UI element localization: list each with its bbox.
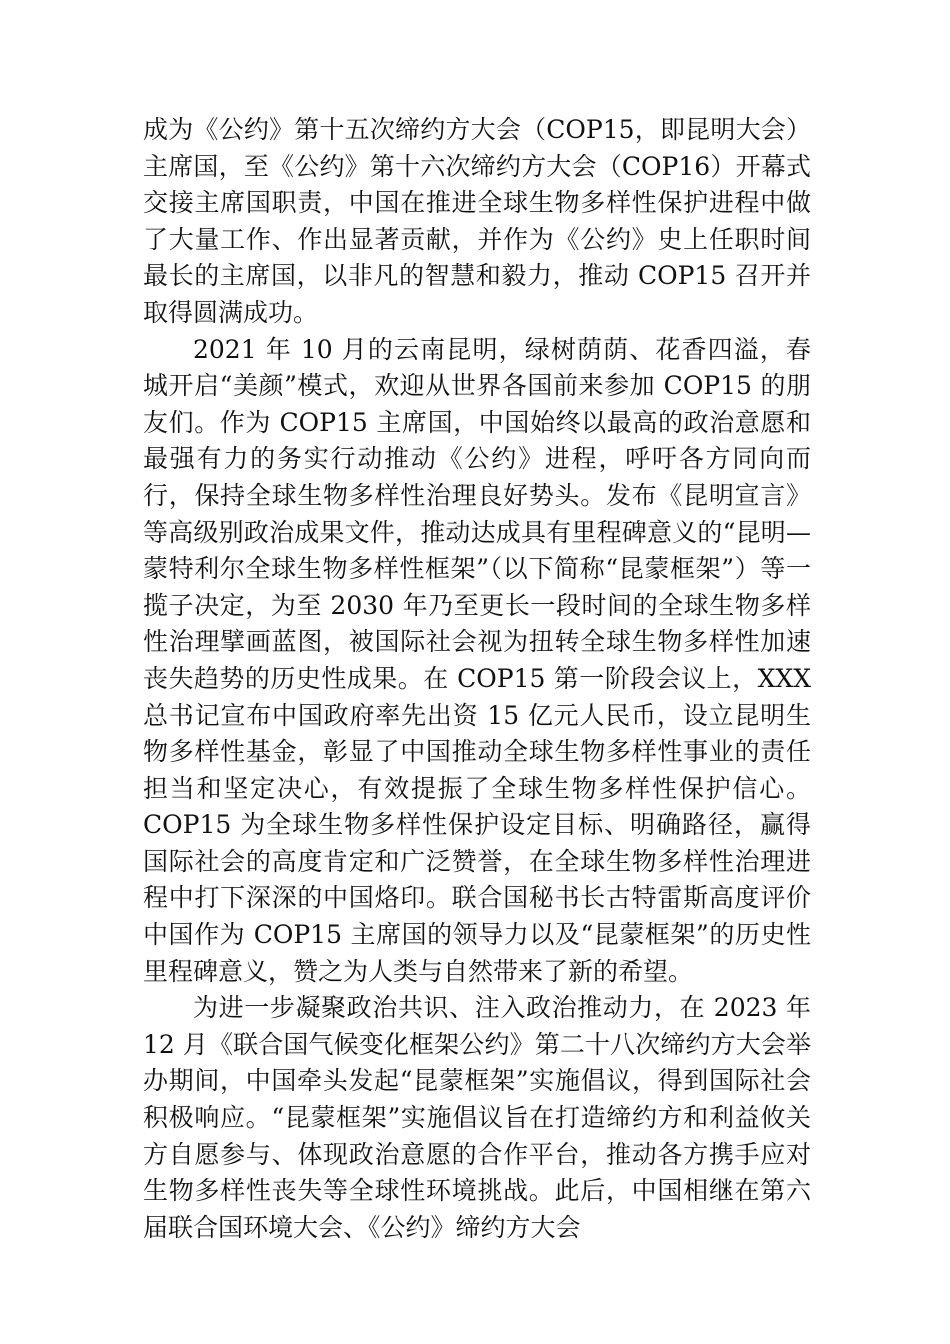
paragraph-3: 为进一步凝聚政治共识、注入政治推动力，在 2023 年 12 月《联合国气候变化框架公约》第二十八次缔约方大会举办期间，中国牵头发起“昆蒙框架”实施倡议，得到国际社会积极响应。“昆蒙框架”实施倡议旨在打造缔约方和利益攸关方自愿参与、体现政治意愿的合作平台，推动各方携手应对生物多样性丧失等全球性环境挑战。此后，中国相继在第六届联合国环境大会、《公约》缔约方大会	[143, 993, 811, 1242]
paragraph-2: 2021 年 10 月的云南昆明，绿树荫荫、花香四溢，春城开启“美颜”模式，欢迎从世界各国前来参加 COP15 的朋友们。作为 COP15 主席国，中国始终以最高的政治意愿和最强有力的务实行动推动《公约》进程，呼吁各方同向而行，保持全球生物多样性治理良好势头。发布《昆明宣言》等高级别政治成果文件，推动达成具有里程碑意义的“昆明—蒙特利尔全球生物多样性框架”（以下简称“昆蒙框架”）等一揽子决定，为至 2030 年乃至更长一段时间的全球生物多样性治理擘画蓝图，被国际社会视为扭转全球生物多样性加速丧失趋势的历史性成果。在 COP15 第一阶段会议上，XXX 总书记宣布中国政府率先出资 15 亿元人民币，设立昆明生物多样性基金，彰显了中国推动全球生物多样性事业的责任担当和坚定决心，有效提振了全球生物多样性保护信心。COP15 为全球生物多样性保护设定目标、明确路径，赢得国际社会的高度肯定和广泛赞誉，在全球生物多样性治理进程中打下深深的中国烙印。联合国秘书长古特雷斯高度评价中国作为 COP15 主席国的领导力以及“昆蒙框架”的历史性里程碑意义，赞之为人类与自然带来了新的希望。	[143, 334, 811, 986]
paragraph-1: 成为《公约》第十五次缔约方大会（COP15，即昆明大会）主席国，至《公约》第十六次缔约方大会（COP16）开幕式交接主席国职责，中国在推进全球生物多样性保护进程中做了大量工作、作出显著贡献，并作为《公约》史上任职时间最长的主席国，以非凡的智慧和毅力，推动 COP15 召开并取得圆满成功。	[143, 115, 811, 327]
document-body	[143, 112, 811, 1246]
